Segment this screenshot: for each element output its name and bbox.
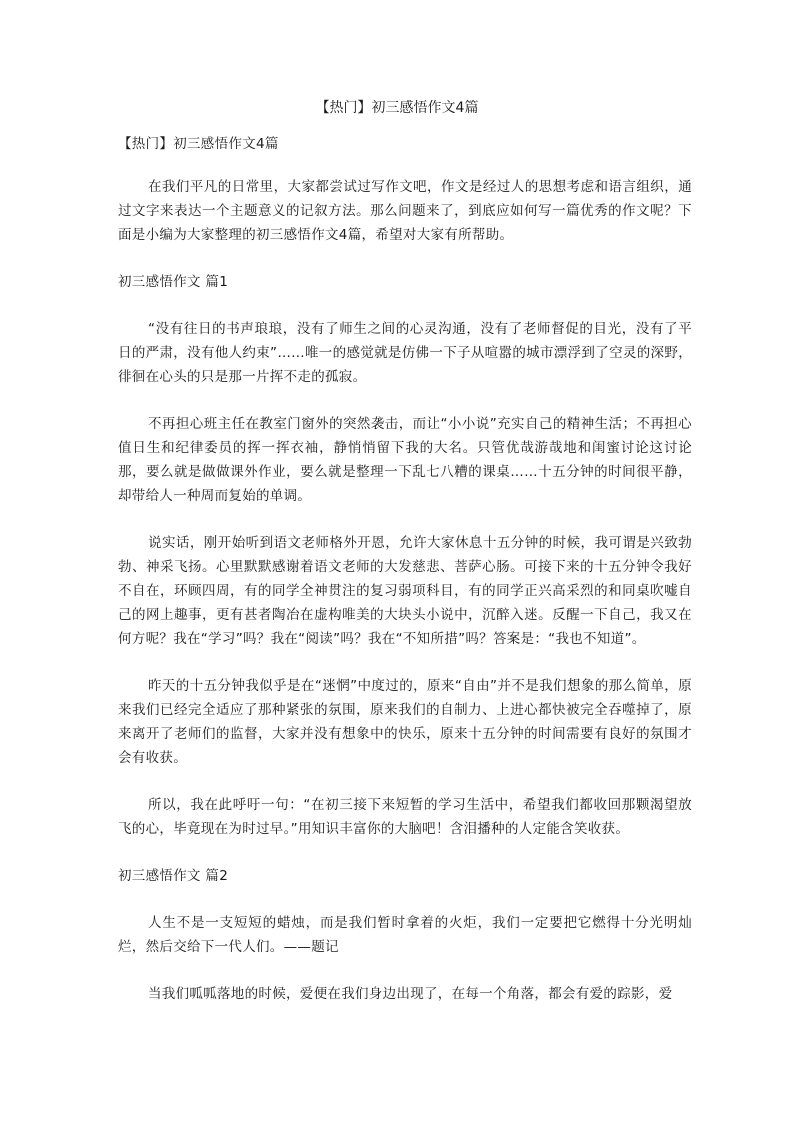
paragraph: 人生不是一支短短的蜡烛，而是我们暂时拿着的火炬，我们一定要把它燃得十分光明灿烂，然后交给下一代人们。——题记	[118, 915, 692, 955]
paragraph: 昨天的十五分钟我似乎是在“迷惘”中度过的，原来“自由”并不是我们想象的那么简单，原来我们已经完全适应了那种紧张的氛围，原来我们的自制力、上进心都快被完全吞噬掉了，原来离开了老师们的监督，大家并没有想象中的快乐，原来十五分钟的时间需要有良好的氛围才会有收获。	[118, 678, 692, 766]
paragraph: “没有往日的书声琅琅，没有了师生之间的心灵沟通，没有了老师督促的目光，没有了平日的严肃，没有他人约束”……唯一的感觉就是仿佛一下子从喧嚣的城市漂浮到了空灵的深野，徘徊在心头的只是那一片挥不走的孤寂。	[118, 321, 692, 385]
essay-heading-2: 初三感悟作文 篇2	[118, 868, 229, 884]
paragraph: 当我们呱呱落地的时候，爱便在我们身边出现了，在每一个角落，都会有爱的踪影，爱	[148, 986, 673, 1002]
paragraph: 不再担心班主任在教室门窗外的突然袭击，而让“小小说”充实自己的精神生活；不再担心值日生和纪律委员的挥一挥衣袖，静悄悄留下我的大名。只管优哉游哉地和闺蜜讨论这讨论那，要么就是做做课外作业，要么就是整理一下乱七八糟的课桌……十五分钟的时间很平静，却带给人一种周而复始的单调。	[118, 416, 692, 504]
document-body	[118, 132, 692, 1029]
paragraph: 所以，我在此呼吁一句：“在初三接下来短暂的学习生活中，希望我们都收回那颗渴望放飞的心，毕竟现在为时过早。”用知识丰富你的大脑吧！含泪播种的人定能含笑收获。	[118, 797, 692, 837]
document-subtitle: 【热门】初三感悟作文4篇	[118, 136, 279, 152]
document-title: 【热门】初三感悟作文4篇	[315, 100, 479, 116]
intro-paragraph: 在我们平凡的日常里，大家都尝试过写作文吧，作文是经过人的思想考虑和语言组织，通过文字来表达一个主题意义的记叙方法。那么问题来了，到底应如何写一篇优秀的作文呢？下面是小编为大家整理的初三感悟作文4篇，希望对大家有所帮助。	[118, 179, 692, 243]
essay-heading-1: 初三感悟作文 篇1	[118, 274, 229, 290]
paragraph: 说实话，刚开始听到语文老师格外开恩，允许大家休息十五分钟的时候，我可谓是兴致勃勃、神采飞扬。心里默默感谢着语文老师的大发慈悲、菩萨心肠。可接下来的十五分钟令我好不自在，环顾四周，有的同学全神贯注的复习弱项科目，有的同学正兴高采烈的和同桌吹嘘自己的网上趣事，更有甚者陶冶在虚构唯美的大块头小说中，沉醉入迷。反醒一下自己，我又在何方呢？我在“学习”吗？我在“阅读”吗？我在“不知所措”吗？答案是：“我也不知道”。	[118, 535, 692, 647]
